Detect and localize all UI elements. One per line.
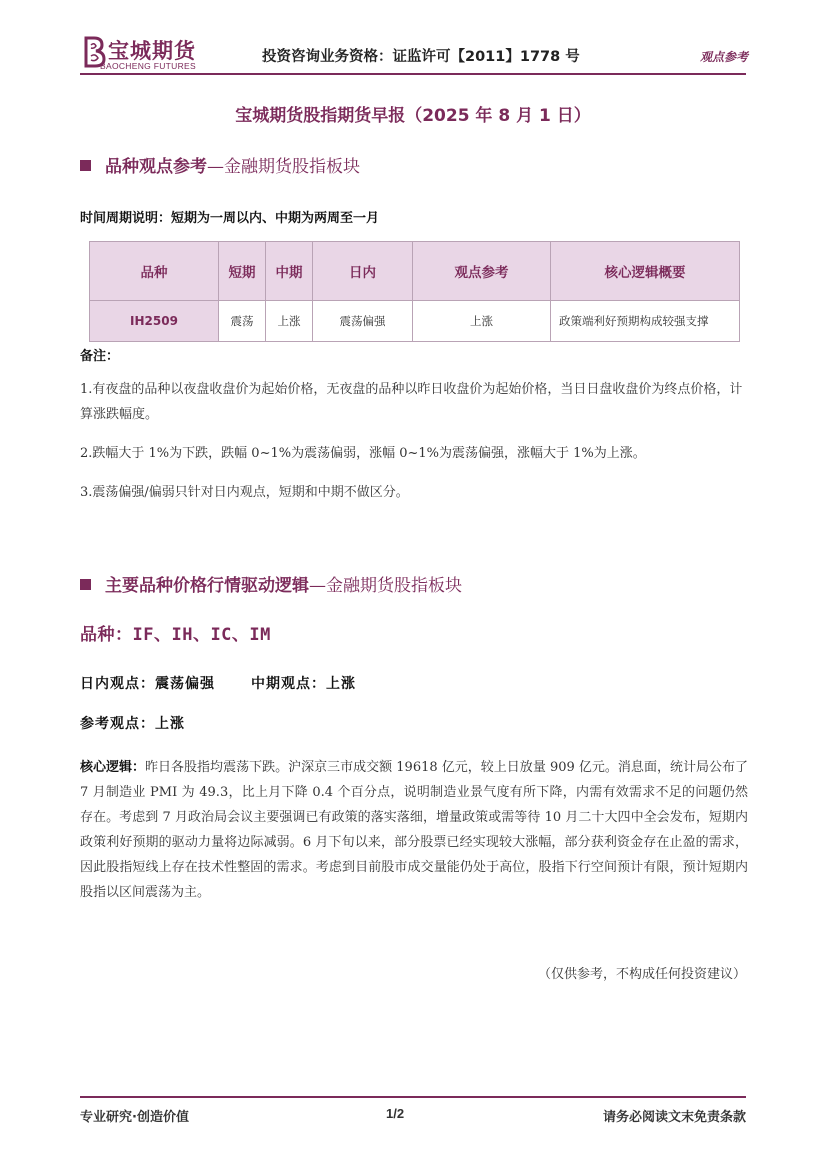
section-heading-main: 品种观点参考 <box>105 157 207 177</box>
report-title: 宝城期货股指期货早报（2025 年 8 月 1 日） <box>235 106 591 126</box>
notes-heading: 备注： <box>80 349 120 364</box>
table-header-cell: 核心逻辑概要 <box>551 242 740 301</box>
reference-view: 参考观点：上涨 <box>80 716 185 732</box>
table-cell-logic: 政策端利好预期构成较强支撑 <box>551 301 740 342</box>
table-header-cell: 中期 <box>266 242 313 301</box>
disclaimer: （仅供参考，不构成任何投资建议） <box>537 967 746 982</box>
table-cell-variety: IH2509 <box>90 301 219 342</box>
table-cell-mid: 上涨 <box>266 301 313 342</box>
table-cell-view: 上涨 <box>413 301 551 342</box>
variety-line: 品种：IF、IH、IC、IM <box>80 625 271 645</box>
table-header-row <box>90 242 740 301</box>
footer-divider <box>80 1096 746 1098</box>
core-logic-label: 核心逻辑： <box>80 760 146 775</box>
table-header-cell: 日内 <box>313 242 413 301</box>
views-line <box>80 673 356 693</box>
midterm-view: 中期观点：上涨 <box>251 676 356 692</box>
section-bullet-icon <box>80 579 91 590</box>
note-item-3: 3.震荡偏强/偏弱只针对日内观点，短期和中期不做区分。 <box>80 485 409 500</box>
table-cell-intraday: 震荡偏强 <box>313 301 413 342</box>
note-item-1: 1.有夜盘的品种以夜盘收盘价为起始价格，无夜盘的品种以昨日收盘价为起始价格，当日日盘收盘价为终点价格，计算涨跌幅度。 <box>80 382 743 422</box>
section-heading-drivers <box>80 571 462 596</box>
footer-slogan: 专业研究·创造价值 <box>80 1110 189 1125</box>
logo-text-en: BAOCHENG FUTURES <box>100 61 196 71</box>
table-header-cell: 短期 <box>219 242 266 301</box>
footer-disclaimer-link[interactable]: 请务必阅读文末免责条款 <box>602 1110 746 1125</box>
views-table <box>89 241 740 342</box>
section-bullet-icon <box>80 160 91 171</box>
section-heading-main: 主要品种价格行情驱动逻辑 <box>105 576 309 596</box>
table-header-cell: 品种 <box>90 242 219 301</box>
section-heading-views <box>80 152 360 177</box>
table-header-cell: 观点参考 <box>413 242 551 301</box>
section-heading-sub: —金融期货股指板块 <box>207 157 360 177</box>
qualification-text: 投资咨询业务资格：证监许可【2011】1778 号 <box>262 49 580 65</box>
core-logic <box>80 755 748 905</box>
note-item-2: 2.跌幅大于 1%为下跌，跌幅 0~1%为震荡偏弱，涨幅 0~1%为震荡偏强，涨幅大于 1%为上涨。 <box>80 446 646 461</box>
intraday-view: 日内观点：震荡偏强 <box>80 676 215 692</box>
table-cell-short: 震荡 <box>219 301 266 342</box>
core-logic-text: 昨日各股指均震荡下跌。沪深京三市成交额 19618 亿元，较上日放量 909 亿元。消息面，统计局公布了 7 月制造业 PMI 为 49.3，比上月下降 0.4 个百分点，说明制造业景气度有所下降，内需有效需求不足的问题仍然存在。考虑到 7 月政治局会议主要强调已有政策的落实落细，增量政策或需等待 10 月二十大四中全会发布，短期内政策利好预期的驱动力量将边际减弱。6 月下旬以来，部分股票已经实现较大涨幅，部分获利资金存在止盈的需求，因此股指短线上存在技术性整固的需求。考虑到目前股市成交量能仍处于高位，股指下行空间预计有限，预计短期内股指以区间震荡为主。 <box>80 760 748 900</box>
header-divider <box>80 73 746 75</box>
page-number: 1/2 <box>386 1106 405 1121</box>
logo-text-cn: 宝城期货 <box>108 38 196 63</box>
section-heading-sub: —金融期货股指板块 <box>309 576 462 596</box>
header-tag: 观点参考 <box>699 50 748 64</box>
table-row <box>90 301 740 342</box>
period-note: 时间周期说明：短期为一周以内、中期为两周至一月 <box>80 211 380 226</box>
